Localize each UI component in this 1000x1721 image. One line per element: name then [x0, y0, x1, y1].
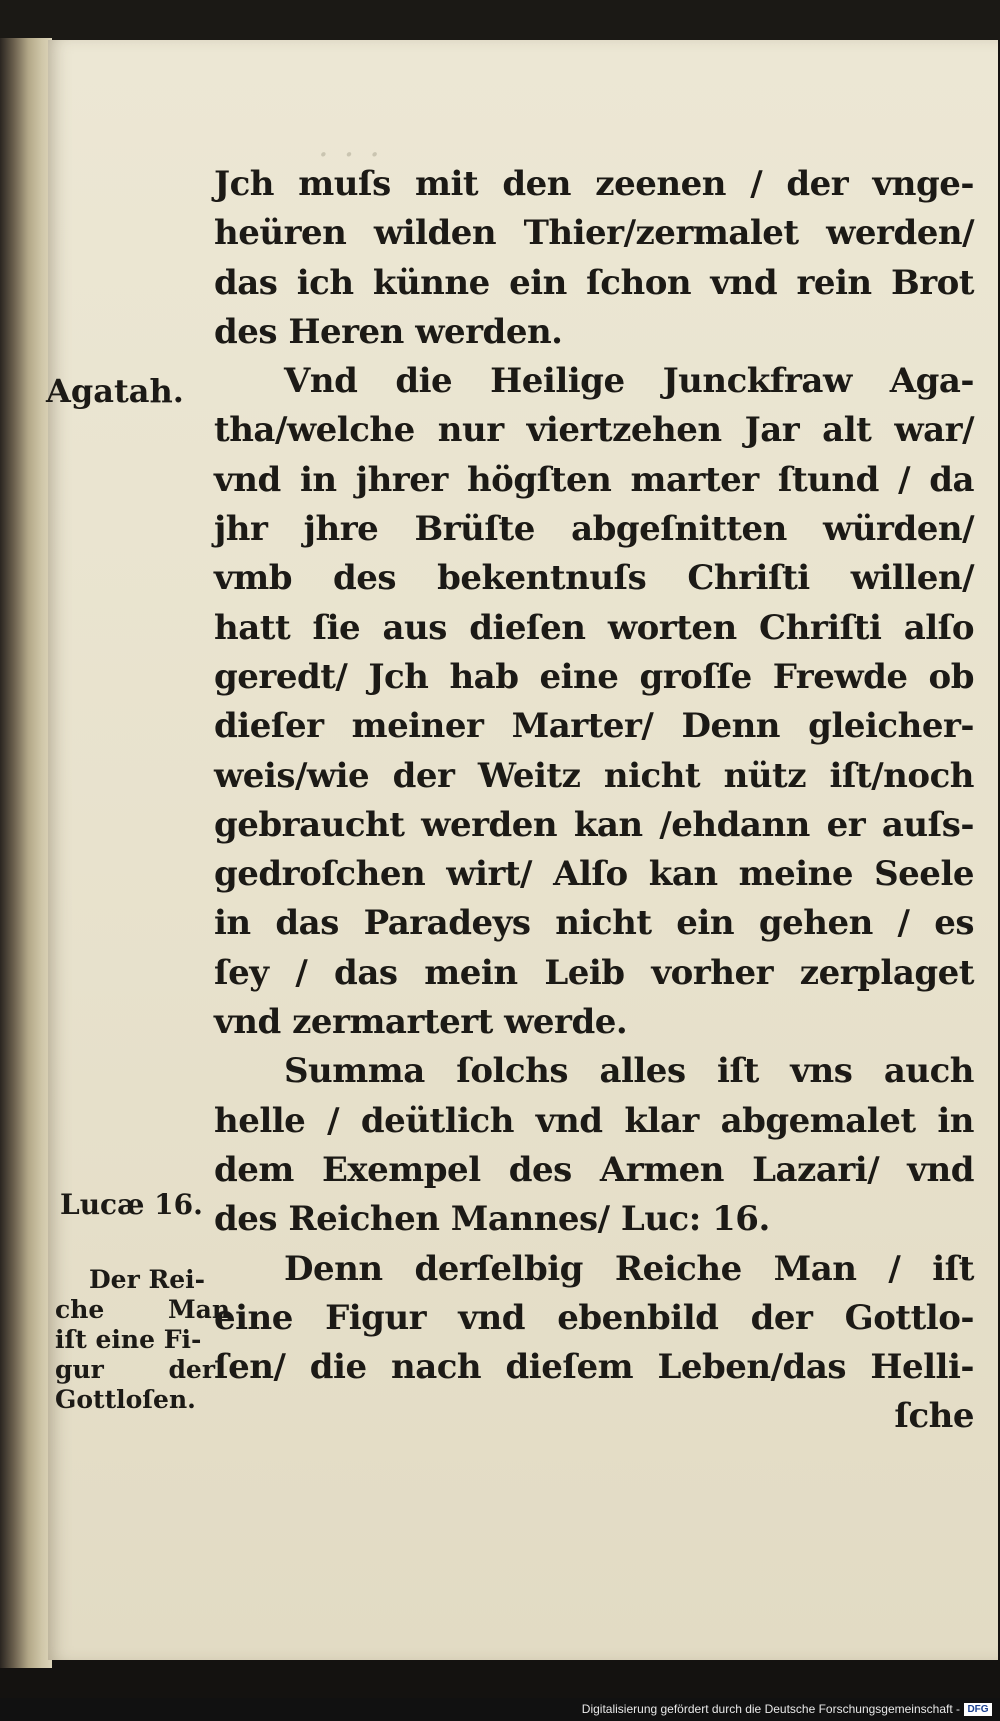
- text-line: ſen/ die nach dieſem Leben/das Helli-: [214, 1347, 974, 1388]
- text-line: dieſer meiner Marter/ Denn gleicher-: [214, 706, 974, 747]
- text-line: vnd in jhrer högſten marter ſtund / da: [214, 459, 974, 500]
- digitization-credit: Digitalisierung gefördert durch die Deutsche Forschungsgemeinschaft -: [581, 1702, 960, 1716]
- margin-gloss: [55, 1265, 230, 1415]
- text-line: jhr jhre Brüſte abgeſnitten würden/: [214, 509, 974, 550]
- text-line: Vnd die Heilige Junckfraw Aga-: [284, 361, 974, 402]
- main-text-block: [214, 160, 974, 1442]
- text-line: hatt ſie aus dieſen worten Chriſti alſo: [214, 607, 974, 648]
- book-spine-edge: [0, 38, 52, 1668]
- scan-top-border: [0, 0, 1000, 40]
- text-line: tha/welche nur viertzehen Jar alt war/: [214, 410, 974, 451]
- text-line: ſey / das mein Leib vorher zerplaget: [214, 952, 974, 993]
- text-line: das ich künne ein ſchon vnd rein Brot: [214, 262, 974, 303]
- text-line: vnd zermartert werde.: [214, 1002, 628, 1043]
- text-line: dem Exempel des Armen Lazari/ vnd: [214, 1149, 974, 1190]
- text-line: gebraucht werden kan /ehdann er auſs-: [214, 804, 974, 845]
- margin-gloss-line: iſt eine Fi-: [55, 1325, 202, 1354]
- margin-gloss-line: che Man: [55, 1295, 230, 1324]
- margin-note-lucae: Lucæ 16.: [60, 1188, 203, 1221]
- text-line: des Heren werden.: [214, 311, 563, 352]
- text-line: Summa ſolchs alles iſt vns auch: [284, 1051, 974, 1092]
- bleed-through-header: · · ·: [318, 135, 383, 175]
- dfg-logo: DFG: [964, 1703, 992, 1716]
- text-line: des Reichen Mannes/ Luc: 16.: [214, 1199, 770, 1240]
- margin-gloss-line: Gottloſen.: [55, 1385, 196, 1414]
- margin-gloss-line: gur der: [55, 1355, 215, 1384]
- text-line: heüren wilden Thier/zermalet werden/: [214, 213, 974, 254]
- catchword: ſche: [894, 1396, 974, 1437]
- text-line: helle / deütlich vnd klar abgemalet in: [214, 1100, 974, 1141]
- text-line: geredt/ Jch hab eine groſſe Frewde ob: [214, 656, 974, 697]
- text-line: in das Paradeys nicht ein gehen / es: [214, 903, 974, 944]
- margin-gloss-line: Der Rei-: [89, 1265, 206, 1294]
- text-line: eine Figur vnd ebenbild der Gottlo-: [214, 1297, 974, 1338]
- text-line: weis/wie der Weitz nicht nütz iſt/noch: [214, 755, 974, 796]
- text-line: gedroſchen wirt/ Alſo kan meine Seele: [214, 854, 974, 895]
- margin-note-agatah: Agatah.: [46, 372, 184, 410]
- text-line: vmb des bekentnuſs Chriſti willen/: [214, 558, 974, 599]
- text-line: Jch muſs mit den zeenen / der vnge-: [214, 164, 974, 204]
- text-line: Denn derſelbig Reiche Man / iſt: [284, 1248, 974, 1289]
